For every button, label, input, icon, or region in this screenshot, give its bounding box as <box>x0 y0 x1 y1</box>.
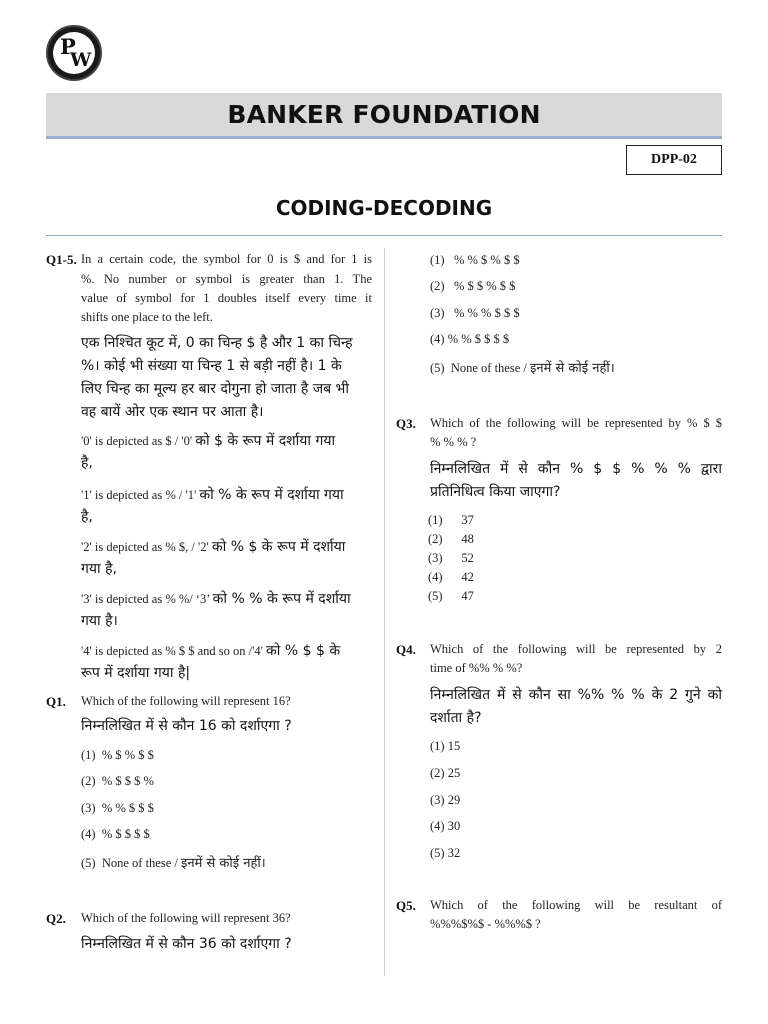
option-text: % $ $ $ $ <box>101 827 150 841</box>
question-text-en: %%%$%$ - %%%$ ? <box>430 917 541 931</box>
intro-text-en-3: value of symbol for 1 doubles itself every time it <box>81 291 372 305</box>
question-text-en: % % % ? <box>430 435 477 449</box>
intro-text-hi-3: लिए चिन्ह का मूल्य हर बार दोगुना हो जाता है जब भी <box>81 381 350 397</box>
intro-text-en-2: %. No number or symbol is greater than 1. The <box>81 272 372 286</box>
answer-option[interactable] <box>430 846 460 861</box>
answer-option[interactable] <box>430 306 520 321</box>
answer-option[interactable] <box>428 513 474 528</box>
option-text: % $ $ % $ $ <box>453 279 516 293</box>
option-text: 42 <box>461 570 474 584</box>
example-text-en: '4' is depicted as % $ $ and so on /'4' <box>81 644 267 658</box>
option-text: 52 <box>461 551 474 565</box>
example-text-hi: को % $ $ के <box>266 643 341 659</box>
section-title: CODING-DECODING <box>275 196 493 220</box>
option-label: (1) <box>430 253 445 267</box>
option-label: (3) <box>81 801 96 815</box>
question-number: Q1-5. <box>46 252 77 267</box>
question-text-en: Which of the following will be represented by % $ $ <box>430 416 722 430</box>
example-continuation: गया है, <box>81 561 117 577</box>
answer-option[interactable] <box>430 819 460 834</box>
example-text-hi: को % % के रूप में दर्शाया <box>212 591 351 607</box>
logo-letter-w: W <box>70 49 92 71</box>
example-continuation: रूप में दर्शाया गया है| <box>81 665 191 681</box>
option-text-hi: इनमें से कोई नहीं। <box>529 361 615 376</box>
question-text-hi: निम्नलिखित में से कौन 16 को दर्शाएगा ? <box>81 718 292 734</box>
example-text-hi: को % के रूप में दर्शाया गया <box>199 487 344 503</box>
option-text: 37 <box>461 513 474 527</box>
intro-text-en-4: shifts one place to the left. <box>81 310 213 324</box>
example-text-en: '0' is depicted as $ / '0' <box>81 434 196 448</box>
answer-option[interactable] <box>81 853 266 871</box>
answer-option[interactable] <box>430 279 515 294</box>
intro-text-hi-1: एक निश्चित कूट में, 0 का चिन्ह $ है और 1 का चिन्ह <box>81 335 353 351</box>
option-label: (4) <box>428 570 443 584</box>
answer-option[interactable] <box>430 739 460 754</box>
question-text-en: Which of the following will represent 16? <box>81 694 291 708</box>
option-label: (2) <box>428 532 443 546</box>
question-number: Q3. <box>396 416 416 431</box>
option-label: (1) <box>430 739 445 753</box>
header-rule <box>46 138 722 139</box>
pw-logo <box>46 25 102 81</box>
question-text-hi: प्रतिनिधित्व किया जाएगा? <box>430 484 561 500</box>
question-number: Q5. <box>396 898 416 913</box>
intro-text-en-1: In a certain code, the symbol for 0 is $ and for 1 is <box>81 252 372 266</box>
question-text-en: Which of the following will be resultant of <box>430 898 722 912</box>
answer-option[interactable] <box>81 748 154 763</box>
answer-option[interactable] <box>428 589 474 604</box>
question-text-en: Which of the following will be represented by 2 <box>430 642 722 656</box>
example-text-en: '3' is depicted as % %/ ‘3’ <box>81 592 213 606</box>
example-line <box>81 485 344 504</box>
option-text: 30 <box>447 819 461 833</box>
option-text: % % $ % $ $ <box>453 253 520 267</box>
example-continuation: गया है। <box>81 613 118 629</box>
answer-option[interactable] <box>428 551 474 566</box>
option-text: % $ $ $ % <box>101 774 154 788</box>
example-text-hi: को $ के रूप में दर्शाया गया <box>195 433 336 449</box>
option-label: (2) <box>430 766 445 780</box>
option-label: (3) <box>430 306 445 320</box>
example-line <box>81 537 345 556</box>
answer-option[interactable] <box>81 801 154 816</box>
option-label: (4) <box>81 827 96 841</box>
course-title-banner: BANKER FOUNDATION <box>46 93 722 138</box>
question-text-hi: निम्नलिखित में से कौन 36 को दर्शाएगा ? <box>81 936 292 952</box>
option-text: % % $ $ $ $ <box>447 332 510 346</box>
section-rule <box>46 235 722 236</box>
pw-logo-badge <box>53 32 95 74</box>
column-divider <box>384 248 385 976</box>
option-text: 25 <box>447 766 461 780</box>
option-label: (1) <box>81 748 96 762</box>
question-text-en: time of %% % %? <box>430 661 523 675</box>
answer-option[interactable] <box>430 332 509 347</box>
answer-option[interactable] <box>430 793 460 808</box>
option-label: (2) <box>430 279 445 293</box>
question-number: Q2. <box>46 911 66 926</box>
answer-option[interactable] <box>81 774 154 789</box>
option-text: % % $ $ $ <box>101 801 154 815</box>
option-label: (3) <box>428 551 443 565</box>
option-label: (4) <box>430 819 445 833</box>
question-text-hi: निम्नलिखित में से कौन सा %% % % के 2 गुने को <box>430 687 722 703</box>
option-text: None of these / <box>450 361 530 375</box>
question-number: Q1. <box>46 694 66 709</box>
option-text: None of these / <box>101 856 181 870</box>
option-text: 29 <box>447 793 461 807</box>
dpp-label: DPP-02 <box>626 145 722 175</box>
example-text-en: '1' is depicted as % / '1' <box>81 488 200 502</box>
option-text: 32 <box>447 846 461 860</box>
option-label: (5) <box>430 846 445 860</box>
example-line <box>81 589 351 608</box>
option-text: % $ % $ $ <box>101 748 154 762</box>
example-continuation: है, <box>81 455 93 471</box>
answer-option[interactable] <box>430 358 615 376</box>
option-text: 15 <box>447 739 461 753</box>
option-text: % % % $ $ $ <box>453 306 520 320</box>
example-line <box>81 641 340 660</box>
example-text-en: '2' is depicted as % $, / '2' <box>81 540 212 554</box>
example-text-hi: को % $ के रूप में दर्शाया <box>211 539 346 555</box>
option-text: 47 <box>461 589 474 603</box>
logo-letter-p: P <box>60 34 76 59</box>
option-label: (1) <box>428 513 443 527</box>
option-text-hi: इनमें से कोई नहीं। <box>180 856 266 871</box>
answer-option[interactable] <box>428 570 474 585</box>
answer-option[interactable] <box>428 532 474 547</box>
option-label: (2) <box>81 774 96 788</box>
option-label: (4) <box>430 332 445 346</box>
answer-option[interactable] <box>430 766 460 781</box>
option-label: (5) <box>81 856 96 870</box>
question-text-en: Which of the following will represent 36? <box>81 911 291 925</box>
question-number: Q4. <box>396 642 416 657</box>
intro-text-hi-4: वह बायें ओर एक स्थान पर आता है। <box>81 404 264 420</box>
question-text-hi: दर्शाता है? <box>430 710 482 726</box>
answer-option[interactable] <box>81 827 150 842</box>
question-text-hi: निम्नलिखित में से कौन % $ $ % % % द्वारा <box>430 461 722 477</box>
option-label: (5) <box>428 589 443 603</box>
option-label: (5) <box>430 361 445 375</box>
option-label: (3) <box>430 793 445 807</box>
option-text: 48 <box>461 532 474 546</box>
example-line <box>81 431 335 450</box>
intro-text-hi-2: %। कोई भी संख्या या चिन्ह 1 से बड़ी नहीं है। 1 के <box>81 358 342 374</box>
answer-option[interactable] <box>430 253 520 268</box>
example-continuation: है, <box>81 509 93 525</box>
